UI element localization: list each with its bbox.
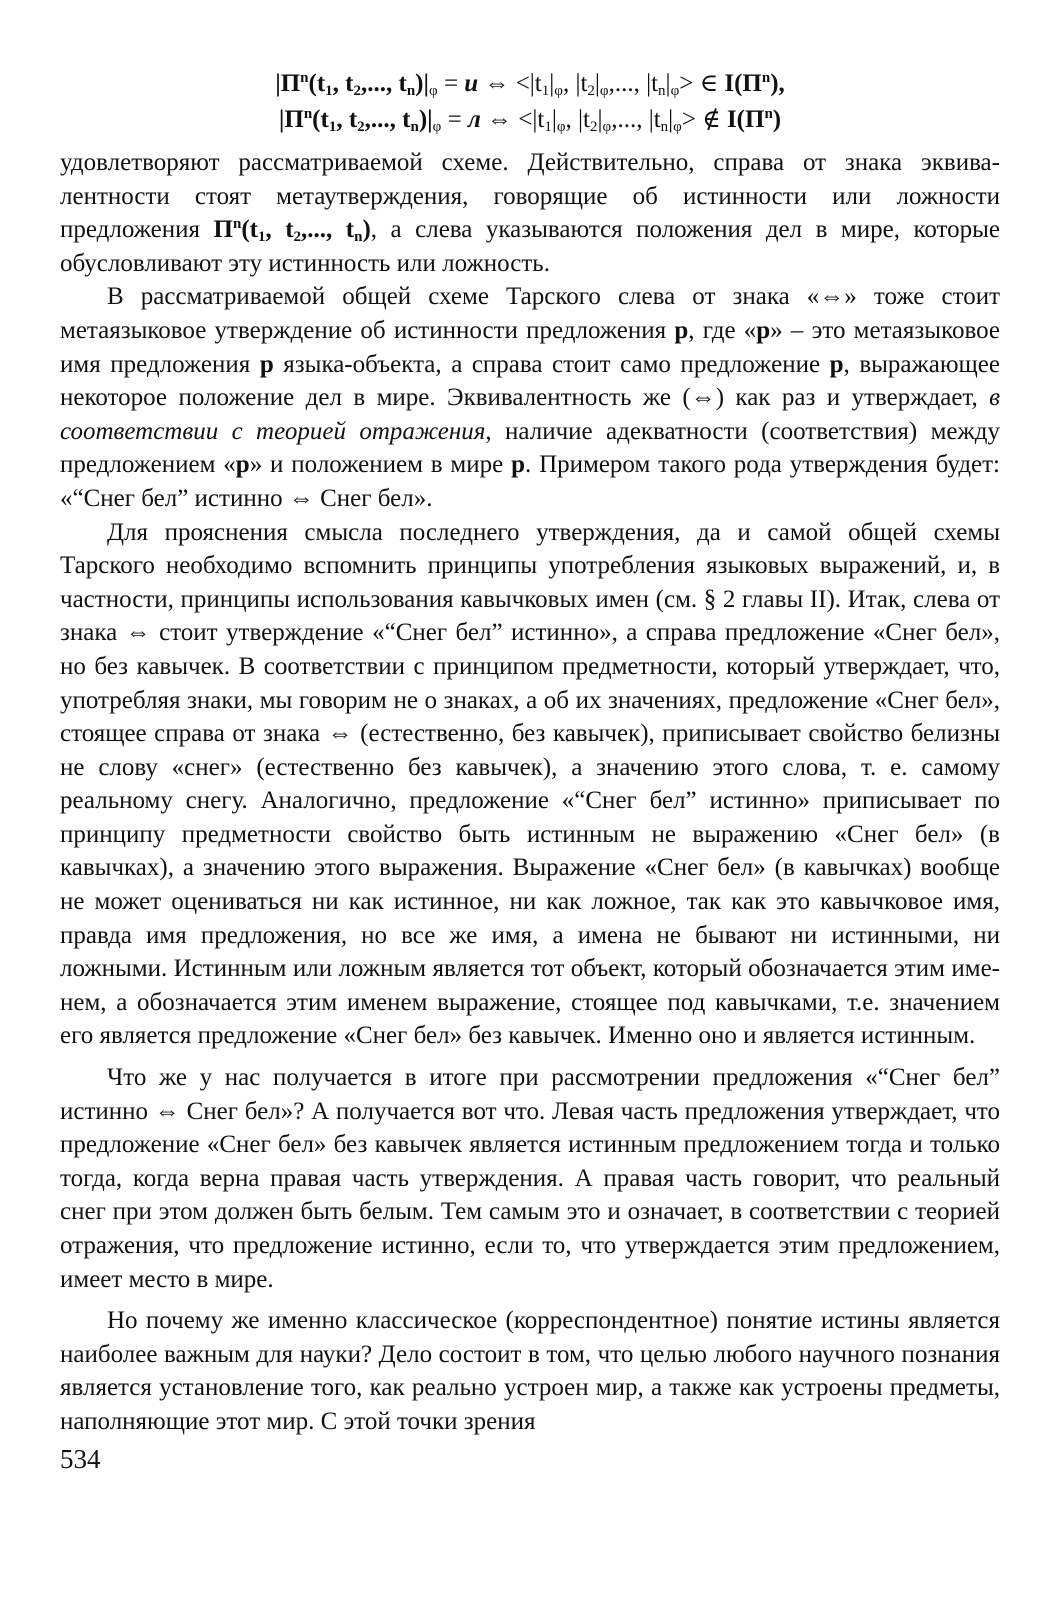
paragraph-5: Но почему же именно классическое (корреспондентное) понятие истины является наиболее важным для науки? Дело состоит в том, что целью любого научного познания является установление того, как реально устроен мир, а также как устроены предметы, наполняющие этот мир. С этой точки зрения <box>60 1307 1000 1435</box>
bold-term: p <box>674 316 689 344</box>
inline-formula: 2 <box>293 229 302 246</box>
formula-text: φ <box>554 83 563 99</box>
formula-text: 1 <box>328 119 337 135</box>
formula-text: n <box>303 106 313 122</box>
formula-text: = <box>441 106 468 133</box>
paragraph-text: , где « <box>688 316 757 344</box>
formula-text: φ <box>673 119 682 135</box>
formula-text: , |t <box>565 106 590 133</box>
formula-text: φ <box>670 83 680 99</box>
paragraph-text: , наличие адекватности (соответствия) между предложением « <box>60 417 1000 479</box>
formula-text: I(П <box>724 70 762 97</box>
formula-text: φ <box>602 119 612 135</box>
page-number: 534 <box>60 1444 101 1474</box>
formula-text: = <box>437 70 465 97</box>
formula-text: ), <box>770 70 785 97</box>
bold-term: p <box>511 451 525 479</box>
formula-text: n <box>300 70 309 86</box>
formula-text: n <box>660 119 669 135</box>
formula-text: ,..., t <box>364 106 411 133</box>
inline-formula: 1 <box>257 229 266 246</box>
formula-text: , t <box>336 106 358 133</box>
formula-true <box>60 66 1000 102</box>
inline-formula: П <box>213 216 233 244</box>
formula-text: |П <box>275 70 301 97</box>
formula-text: | <box>665 70 671 97</box>
formula-text: n <box>406 83 416 99</box>
formula-text: 1 <box>541 83 550 99</box>
paragraph-1 <box>60 146 1000 280</box>
paragraph-3: Для прояснения смысла последнего утверждения, да и самой общей схемы Тарского необходимо вспомнить принципы употребления языковых выражений, и, в частности, принципы использования кавычковых имен (см. § 2 главы II). Итак, слева от знака ⇔ стоит утверждение «“Снег бел” истинно», а справа предложение «Снег бел», но без кавычек. В соответствии с принципом предметности, который утверждает, что, употребляя знаки, мы говорим не о знаках, а об их значениях, предложение «Снег бел», стоящее справа от знака ⇔ (естественно, без кавычек), приписывает свойство белизны не слову «снег» (естественно без кавычек), а значению этого слова, т. е. самому реальному снегу. Аналогично, предложение «“Снег бел” истинно» приписывает по принципу предметности свойство быть истинным не выражению «Снег бел» (в кавычках), а значению этого выражения. Выражение «Снег бел» (в кавычках) вообще не может оцениваться ни как истинное, ни как ложное, так как это кавычковое имя, правда имя предложения, но все же имя, а имена не бывают ни истинными, ни ложными. Истинным или ложным является тот объект, который обозначается этим именем, а обозначается этим именем выражение, стоящее под кавычками, т.е. значением его является предложение «Снег бел» без кавычек. Именно оно и является истинным. <box>60 518 1000 1050</box>
paragraph-text: удовлетворяют рассматриваемой схеме. Действительно, справа от знака эквивалентности стоят метаутверждения, говорящие об истинности или ложности предложения <box>60 149 1000 244</box>
formula-text: ,..., |t <box>608 70 659 97</box>
formula-text: > ∈ <box>679 70 725 97</box>
inline-formula: ) <box>362 216 371 244</box>
body-text <box>60 146 1000 1439</box>
formula-text: I(П <box>726 106 765 133</box>
formula-text: φ <box>599 83 609 99</box>
formula-value: л <box>467 106 481 133</box>
formula-text: 2 <box>590 119 598 135</box>
paragraph-text: языка-объекта, а справа стоит само предложение <box>273 350 830 378</box>
formula-text: φ <box>432 119 442 135</box>
inline-formula: n <box>354 229 363 246</box>
bold-term: p <box>756 316 771 344</box>
paragraph-text: . Примером такого рода утверждения будет: «“Снег бел” истинно ⇔ Снег бел». <box>60 451 1001 512</box>
formula-text: | <box>549 70 555 97</box>
formula-text: n <box>410 119 419 135</box>
formula-text: | <box>594 70 600 97</box>
paragraph-text: В рассматриваемой общей схеме Тарского слева от знака «⇔» тоже стоит метаязыковое утверждение об истинности предложения <box>60 283 1000 344</box>
formula-text: | <box>668 106 674 133</box>
paragraph-text: » и положением в мире <box>249 451 512 479</box>
formula-text: | <box>551 106 557 133</box>
formula-text: , t <box>332 70 354 97</box>
formula-text: (t <box>308 70 326 97</box>
formula-text: ⇔ <|t <box>478 70 542 97</box>
inline-formula: ,..., t <box>301 216 355 244</box>
formula-text: ,..., |t <box>611 106 661 133</box>
inline-formula: n <box>232 216 242 233</box>
formula-text: , |t <box>562 70 588 97</box>
formula-text: )| <box>418 106 433 133</box>
bold-term: p <box>259 350 274 378</box>
inline-formula: (t <box>241 216 258 244</box>
formula-text: 1 <box>325 83 333 99</box>
formula-text: |П <box>278 106 304 133</box>
formula-text: 2 <box>587 83 595 99</box>
formula-text: 1 <box>544 119 552 135</box>
formula-value: и <box>464 70 479 97</box>
formula-text: n <box>658 83 666 99</box>
formula-text: )| <box>415 70 430 97</box>
italic-phrase: в соответствии с теорией отражения <box>60 384 1000 445</box>
formula-text: (t <box>312 106 329 133</box>
paragraph-text: » – это метаязыковое имя предложения <box>60 316 1000 378</box>
paragraph-2 <box>60 280 1000 515</box>
formula-text: ) <box>772 106 782 133</box>
formula-text: φ <box>429 83 438 99</box>
paragraph-4: Что же у нас получается в итоге при рассмотрении предложения «“Снег бел” истинно ⇔ Снег бел»? А получается вот что. Левая часть предложения утверждает, что предложение «Снег бел» без кавычек является истинным предложением тогда и только тогда, когда верна правая часть утверждения. А правая часть говорит, что реальный снег при этом должен быть белым. Тем самым это и означает, в соответствии с теорией отражения, что предложение истинно, если то, что утверждается этим предложением, имеет место в мире. <box>60 1064 1000 1293</box>
paragraph-text: , выражающее некоторое положение дел в мире. Эквивалентность же (⇔) как раз и утверждает, <box>60 350 1001 412</box>
formula-text: n <box>764 106 773 122</box>
formula-false <box>60 102 1000 138</box>
formula-text: 2 <box>353 83 361 99</box>
formula-text: φ <box>556 119 566 135</box>
inline-formula: , t <box>265 216 294 244</box>
formula-text: 2 <box>357 119 365 135</box>
page-content <box>60 66 1000 1439</box>
bold-term: p <box>235 451 250 479</box>
formula-text: | <box>597 106 603 133</box>
bold-term: p <box>829 350 844 378</box>
formula-text: ,..., t <box>361 70 407 97</box>
paragraph-text: , а слева указываются положения дел в мире, которые обусловливают эту истинность или ложность. <box>60 216 1001 277</box>
formula-text: ⇔ <|t <box>480 106 545 133</box>
formula-text: n <box>761 70 771 86</box>
formula-text: > ∉ <box>681 106 727 133</box>
